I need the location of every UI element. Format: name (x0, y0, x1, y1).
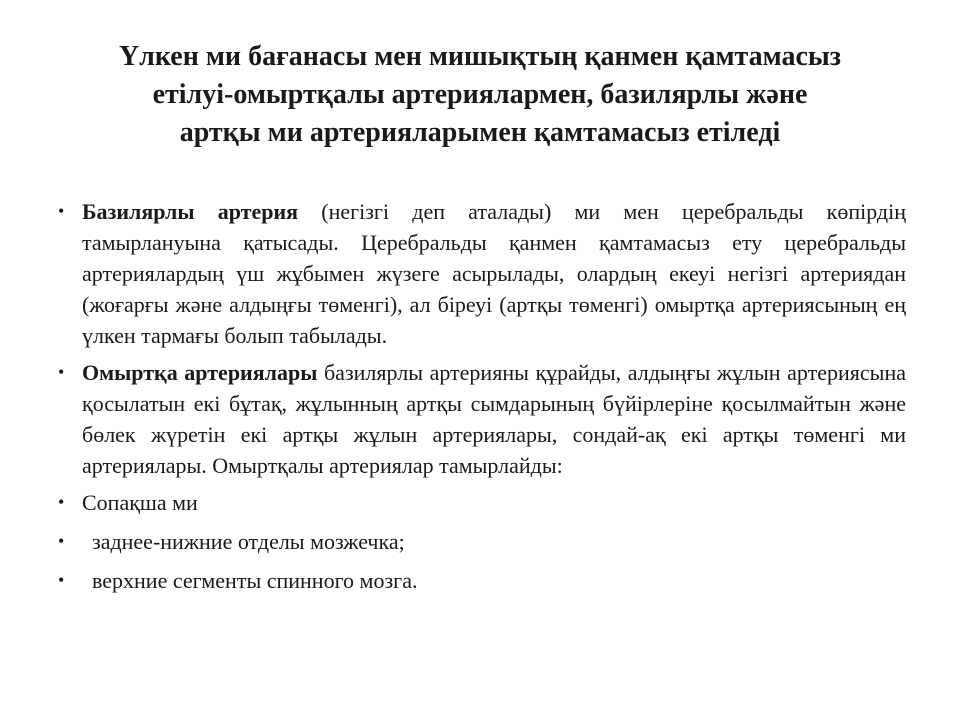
list-item-medulla (56, 487, 906, 518)
list-item-basilar-artery (56, 196, 906, 351)
title-line: артқы ми артерияларымен қамтамасыз етіледі (179, 117, 781, 148)
bullet-icon: • (58, 362, 65, 382)
item-text: Сопақша ми (82, 490, 198, 515)
title-line: Үлкен ми бағанасы мен мишықтың қанмен қамтамасыз (118, 41, 842, 72)
term-basilar-artery: Базилярлы артерия (82, 199, 299, 224)
title-line: етілуі-омыртқалы артериялармен, базилярлы және (152, 79, 808, 110)
bullet-icon: • (58, 531, 65, 551)
list-item-cerebellum (56, 526, 906, 557)
bullet-icon: • (58, 570, 65, 590)
item-text: базилярлы артерияны құрайды, алдыңғы жұлын артериясына қосылатын екі бұтақ, жұлынның артқы сымдарының бүйірлеріне қосылмайтын және бөлек жүретін екі артқы жұлын артериялары, сондай-ақ екі артқы төменгі ми артериялары. Омыртқалы артериялар тамырлайды: (82, 360, 906, 478)
bullet-icon: • (58, 492, 65, 512)
term-vertebral-arteries: Омыртқа артериялары (82, 360, 318, 385)
bullet-icon: • (58, 201, 65, 221)
list-item-vertebral-arteries (56, 357, 906, 481)
bullet-list (56, 196, 906, 604)
item-text: (негізгі деп аталады) ми мен церебральды көпірдің тамырлануына қатысады. Церебральды қанмен қамтамасыз ету церебральды артериялардың үш жұбымен жүзеге асырылады, олардың екеуі негізгі артериядан (жоғарғы және алдыңғы төменгі), ал біреуі (артқы төменгі) омыртқа артериясының ең үлкен тармағы болып табылады. (82, 199, 906, 348)
list-item-spinal-cord (56, 565, 906, 596)
item-text: заднее-нижние отделы мозжечка; (92, 529, 405, 554)
item-text: верхние сегменты спинного мозга. (92, 568, 418, 593)
slide-title (40, 38, 920, 152)
